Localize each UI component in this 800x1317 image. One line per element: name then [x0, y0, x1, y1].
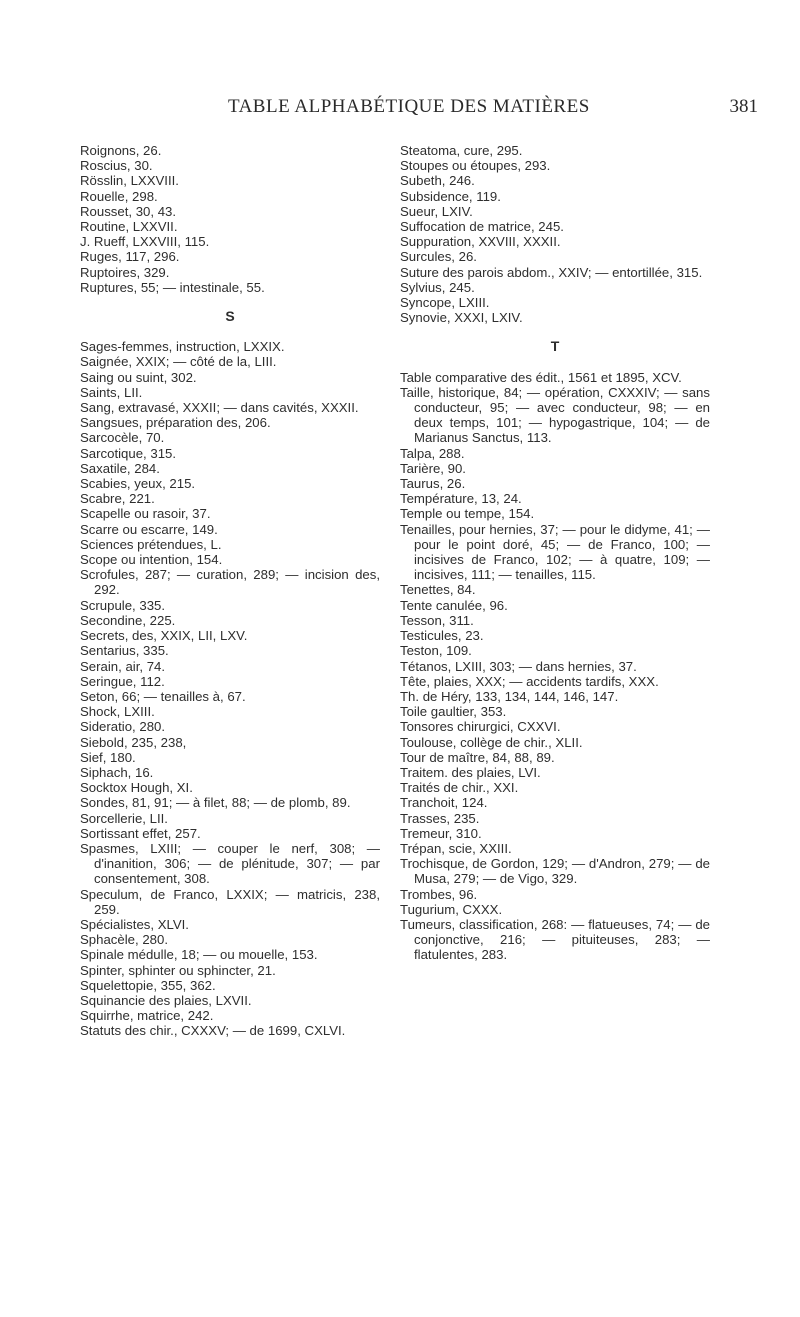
index-entry: Ruptoires, 329.	[80, 264, 170, 280]
index-entry: Saxatile, 284.	[80, 460, 160, 476]
index-entry: Sortissant effet, 257.	[80, 825, 201, 841]
index-entry: Spinale médulle, 18; — ou mouelle, 153.	[80, 947, 318, 963]
index-entry: Traités de chir., XXI.	[400, 780, 519, 796]
running-title: TABLE ALPHABÉTIQUE DES MATIÈRES	[228, 96, 590, 117]
index-entry: Sief, 180.	[80, 749, 136, 765]
index-entry: Statuts des chir., CXXXV; — de 1699, CXLVI.	[80, 1023, 346, 1039]
index-entry: Table comparative des édit., 1561 et 1895, XCV.	[400, 369, 682, 385]
index-entry: Sphacèle, 280.	[80, 932, 168, 948]
index-entry: Tétanos, LXIII, 303; — dans hernies, 37.	[400, 658, 637, 674]
index-entry: Roscius, 30.	[80, 158, 153, 174]
index-entry: Ruptures, 55; — intestinale, 55.	[80, 279, 265, 295]
index-entry: Syncope, LXIII.	[400, 295, 490, 311]
index-entry: Spécialistes, XLVI.	[80, 916, 189, 932]
index-entry: Scrupule, 335.	[80, 597, 166, 613]
index-entry: Tenailles, pour hernies, 37; — pour le didyme, 41; — pour le point doré, 45; — de Franco, 100; — incisives de Franco, 102; — à quatre, 109; — incisives, 111; — tenailles, 115.	[400, 521, 710, 583]
page-number: 381	[729, 96, 758, 117]
index-entry: Sarcocèle, 70.	[80, 430, 165, 446]
index-entry: Squelettopie, 355, 362.	[80, 977, 216, 993]
index-entry: Subeth, 246.	[400, 173, 475, 189]
index-entry: Température, 13, 24.	[400, 491, 522, 507]
entries-t-group	[400, 370, 710, 963]
index-entry: Shock, LXIII.	[80, 704, 155, 720]
index-entry: Talpa, 288.	[400, 445, 465, 461]
index-entry: Surcules, 26.	[400, 249, 477, 265]
index-entry: Trochisque, de Gordon, 129; — d'Andron, 279; — de Musa, 279; — de Vigo, 329.	[400, 856, 710, 887]
index-entry: Steatoma, cure, 295.	[400, 143, 523, 158]
index-entry: Testicules, 23.	[400, 628, 484, 644]
index-entry: Sarcotique, 315.	[80, 445, 177, 461]
index-entry: Sentarius, 335.	[80, 643, 169, 659]
index-entry: Secondine, 225.	[80, 612, 176, 628]
index-entry: Traitem. des plaies, LVI.	[400, 764, 541, 780]
index-entry: Th. de Héry, 133, 134, 144, 146, 147.	[400, 688, 619, 704]
index-entry: Taurus, 26.	[400, 476, 466, 492]
left-column	[80, 143, 380, 1039]
index-entry: Ruges, 117, 296.	[80, 249, 180, 265]
entries-s-continued-group	[400, 143, 710, 325]
index-entry: Sondes, 81, 91; — à filet, 88; — de plomb, 89.	[80, 795, 351, 811]
index-entry: Seton, 66; — tenailles à, 67.	[80, 688, 246, 704]
index-entry: Tumeurs, classification, 268: — flatueuses, 74; — de conjonctive, 216; — pituiteuses, 283; — flatulentes, 283.	[400, 916, 710, 963]
index-entry: Sciences prétendues, L.	[80, 536, 222, 552]
index-entry: Tonsores chirurgici, CXXVI.	[400, 719, 561, 735]
index-entry: Scapelle ou rasoir, 37.	[80, 506, 211, 522]
entries-r-group	[80, 143, 380, 295]
index-entry: Scrofules, 287; — curation, 289; — incision des, 292.	[80, 567, 380, 598]
index-entry: Squinancie des plaies, LXVII.	[80, 992, 252, 1008]
entries-s-group	[80, 339, 380, 1038]
index-entry: Speculum, de Franco, LXXIX; — matricis, 238, 259.	[80, 886, 380, 917]
index-entry: Teston, 109.	[400, 643, 472, 659]
index-entry: Temple ou tempe, 154.	[400, 506, 535, 522]
index-entry: Tenettes, 84.	[400, 582, 476, 598]
index-entry: Tarière, 90.	[400, 460, 466, 476]
index-entry: Scope ou intention, 154.	[80, 552, 223, 568]
index-entry: Saints, LII.	[80, 384, 143, 400]
index-entry: Suppuration, XXVIII, XXXII.	[400, 234, 561, 250]
index-entry: Rösslin, LXXVIII.	[80, 173, 179, 189]
index-entry: Sang, extravasé, XXXII; — dans cavités, XXXII.	[80, 400, 359, 416]
index-entry: Taille, historique, 84; — opération, CXXXIV; — sans conducteur, 95; — avec conducteur, 98; — en deux temps, 101; — hypogastrique, 104; — de Marianus Sanctus, 113.	[400, 384, 710, 446]
index-entry: Suture des parois abdom., XXIV; — entortillée, 315.	[400, 264, 703, 280]
index-entry: Rousset, 30, 43.	[80, 203, 177, 219]
index-entry: Trépan, scie, XXIII.	[400, 840, 512, 856]
index-entry: Spinter, sphinter ou sphincter, 21.	[80, 962, 276, 978]
index-entry: Stoupes ou étoupes, 293.	[400, 158, 551, 174]
index-entry: Sylvius, 245.	[400, 279, 475, 295]
index-entry: Tugurium, CXXX.	[400, 901, 503, 917]
page-header	[0, 96, 800, 120]
index-entry: Sorcellerie, LII.	[80, 810, 168, 826]
index-entry: Spasmes, LXIII; — couper le nerf, 308; — d'inanition, 306; — de plénitude, 307; — par consentement, 308.	[80, 840, 380, 887]
index-entry: Serain, air, 74.	[80, 658, 166, 674]
index-entry: Sueur, LXIV.	[400, 203, 473, 219]
index-entry: Roignons, 26.	[80, 143, 162, 158]
section-letter-s: S	[225, 308, 235, 325]
index-entry: Trombes, 96.	[400, 886, 478, 902]
index-entry: Tremeur, 310.	[400, 825, 482, 841]
index-entry: Synovie, XXXI, LXIV.	[400, 310, 523, 326]
index-entry: Siphach, 16.	[80, 764, 154, 780]
index-entry: Socktox Hough, XI.	[80, 780, 193, 796]
index-entry: Tête, plaies, XXX; — accidents tardifs, XXX.	[400, 673, 659, 689]
index-entry: J. Rueff, LXXVIII, 115.	[80, 234, 210, 250]
index-entry: Suffocation de matrice, 245.	[400, 219, 564, 235]
index-entry: Rouelle, 298.	[80, 188, 158, 204]
right-column	[400, 143, 710, 963]
index-entry: Scabies, yeux, 215.	[80, 476, 196, 492]
index-entry: Saing ou suint, 302.	[80, 369, 197, 385]
index-entry: Tranchoit, 124.	[400, 795, 488, 811]
section-letter-t: T	[550, 338, 560, 355]
index-entry: Tour de maître, 84, 88, 89.	[400, 749, 555, 765]
index-entry: Routine, LXXVII.	[80, 219, 178, 235]
index-entry: Tesson, 311.	[400, 612, 474, 628]
index-entry: Toulouse, collège de chir., XLII.	[400, 734, 583, 750]
index-entry: Sages-femmes, instruction, LXXIX.	[80, 339, 285, 355]
index-entry: Seringue, 112.	[80, 673, 165, 689]
index-entry: Saignée, XXIX; — côté de la, LIII.	[80, 354, 277, 370]
index-entry: Siebold, 235, 238,	[80, 734, 187, 750]
index-entry: Tente canulée, 96.	[400, 597, 508, 613]
index-entry: Sideratio, 280.	[80, 719, 166, 735]
index-entry: Sangsues, préparation des, 206.	[80, 415, 271, 431]
index-entry: Scabre, 221.	[80, 491, 155, 507]
index-entry: Trasses, 235.	[400, 810, 480, 826]
index-entry: Subsidence, 119.	[400, 188, 501, 204]
index-entry: Scarre ou escarre, 149.	[80, 521, 218, 537]
index-entry: Secrets, des, XXIX, LII, LXV.	[80, 628, 248, 644]
index-entry: Squirrhe, matrice, 242.	[80, 1008, 214, 1024]
index-entry: Toile gaultier, 353.	[400, 704, 507, 720]
